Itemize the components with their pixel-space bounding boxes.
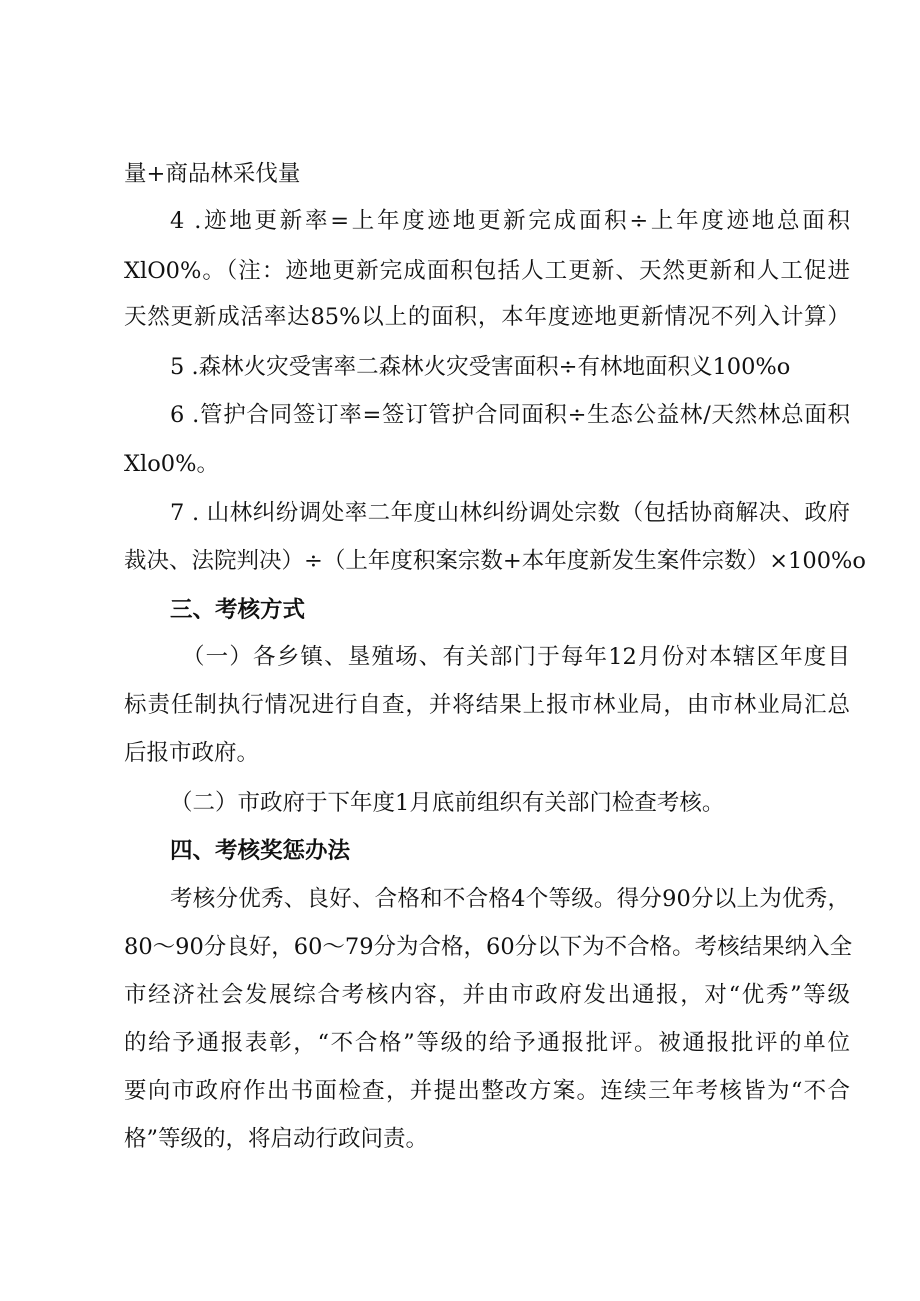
paragraph-line: Xlo0%。 [124,451,219,477]
paragraph-line: 要向市政府作出书面检查，并提出整改方案。连续三年考核皆为“不合 [124,1078,850,1104]
paragraph-line: 格”等级的，将启动行政问责。 [124,1126,429,1152]
paragraph-line: 天然更新成活率达85%以上的面积，本年度迹地更新情况不列入计算） [124,304,850,330]
paragraph-line: 考核分优秀、良好、合格和不合格4个等级。得分90分以上为优秀， [170,886,850,912]
paragraph-line: 后报市政府。 [124,740,260,766]
paragraph-line: 标责任制执行情况进行自查，并将结果上报市林业局，由市林业局汇总 [124,692,850,718]
section-heading-4: 四、考核奖惩办法 [170,838,351,864]
paragraph-line: XlO0%。（注：迹地更新完成面积包括人工更新、天然更新和人工促进 [124,258,850,284]
paragraph-line: 的给予通报表彰，“不合格”等级的给予通报批评。被通报批评的单位 [124,1030,850,1056]
sub-item-2-line: （二）市政府于下年度1月底前组织有关部门检查考核。 [170,790,725,816]
sub-item-1-line: （一）各乡镇、垦殖场、有关部门于每年12月份对本辖区年度目 [182,644,850,670]
item-6-line: 6 .管护合同签订率=签订管护合同面积÷生态公益林/天然林总面积 [170,402,850,428]
paragraph-line: 80～90分良好，60～79分为合格，60分以下为不合格。考核结果纳入全 [124,934,853,960]
item-5-line: 5 .森林火灾受害率二森林火灾受害面积÷有林地面积义100%o [170,354,791,380]
paragraph-line: 量+商品林采伐量 [124,161,301,187]
paragraph-line: 市经济社会发展综合考核内容，并由市政府发出通报，对“优秀”等级 [124,982,850,1008]
paragraph-line: 裁决、法院判决）÷（上年度积案宗数+本年度新发生案件宗数）×100%o [124,548,866,574]
item-4-line: 4 .迹地更新率=上年度迹地更新完成面积÷上年度迹地总面积 [170,208,850,234]
item-7-line: 7 . 山林纠纷调处率二年度山林纠纷调处宗数（包括协商解决、政府 [170,500,850,526]
section-heading-3: 三、考核方式 [170,597,306,623]
